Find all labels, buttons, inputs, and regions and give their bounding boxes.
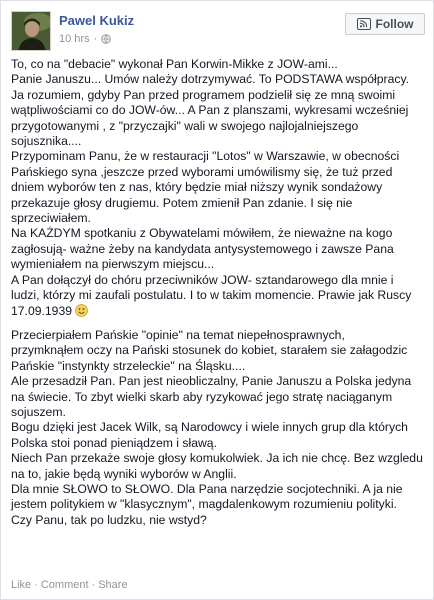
like-link[interactable]: Like: [11, 579, 32, 591]
post-paragraph-1: [11, 57, 425, 319]
post-text-line: Niech Pan przekaże swoje głosy komukolwiek. Ja ich nie chcę. Bez wzgledu: [11, 451, 423, 466]
post-text-line: dniem wyborów ten z nas, który będzie miał niższy wynik sondażowy: [11, 180, 383, 195]
globe-icon[interactable]: [101, 34, 111, 44]
post-text-line: na świecie. To zbyt wielki skarb aby ryzykować jego stratę naciąganym: [11, 389, 393, 404]
post-text-line: jestem politykiem w "klasycznym", magdalenkowym rozumieniu polityki.: [11, 497, 397, 512]
post-text-line: Bogu dzięki jest Jacek Wilk, są Narodowcy i wiele innych grup dla których: [11, 420, 408, 435]
post-actions: [11, 578, 128, 592]
follow-button-label: Follow: [375, 17, 414, 31]
post-text-line: przygotowanymi , z "przyczajki" wali w swojego najlojalniejszego: [11, 118, 359, 133]
avatar-photo-icon: [12, 12, 51, 51]
post-text-line: Pańskiego syna ,jeszcze przed wyborami umówilismy się, że tuż przed: [11, 164, 393, 179]
post-text-line: przekazuje głosy drugiemu. Potem zmienił Pan zdanie. I się nie: [11, 195, 353, 210]
post-text-line: przymknąłem oczy na Pański stosunek do kobiet, starałem sie załagodzic: [11, 343, 408, 358]
post-meta: [59, 32, 111, 46]
post-text-line: Pańskie "instynkty strzeleckie" na Śląsku....: [11, 358, 246, 373]
post-text-line: Na KAŻDYM spotkaniu z Obywatelami mówiłem, że nieważne na kogo: [11, 226, 393, 241]
meta-separator: ·: [93, 33, 98, 45]
post-timestamp-link[interactable]: 10 hrs: [59, 33, 90, 45]
post-text-line: wątpliwościami co do JOW-ów... A Pan z planszami, wykresami wcześniej: [11, 103, 409, 118]
post-text-line: To, co na "debacie" wykonał Pan Korwin-Mikke z JOW-ami...: [11, 57, 338, 71]
post-text-line: Czy Panu, tak po ludzku, nie wstyd?: [11, 512, 207, 527]
author-avatar[interactable]: [11, 11, 51, 51]
post-body: [11, 57, 425, 537]
post-text-line: ludzi, którzy mi zaufali postulatu. I to w takim momencie. Prawie jak Ruscy: [11, 288, 412, 303]
post-paragraph-2: [11, 328, 425, 528]
post-text-line: wymieniałem na pierwszym miejscu...: [11, 257, 215, 272]
post-text-line: Przecierpiałem Pańskie "opinie" na temat niepełnosprawnych,: [11, 327, 345, 342]
post-text-line: na to, jakie będą wyniki wyborów w Anglii.: [11, 466, 237, 481]
follow-button[interactable]: [345, 13, 425, 35]
post-header: [1, 1, 434, 57]
post-text-line: sojuszem.: [11, 404, 66, 419]
action-separator: ·: [34, 579, 38, 591]
comment-link[interactable]: Comment: [40, 579, 89, 591]
post-text-line: Panie Januszu... Umów należy dotrzymywać. To PODSTAWA współpracy.: [11, 72, 410, 87]
action-separator: ·: [91, 579, 96, 591]
post-text-line: Dla mnie SŁOWO to SŁOWO. Dla Pana narzędzie socjotechniki. A ja nie: [11, 481, 403, 496]
post-text-line: zagłosują- ważne żeby na kandydata antysystemowego i zawsze Pana: [11, 241, 394, 256]
post-text-line: 17.09.1939: [11, 304, 425, 319]
author-name-link[interactable]: Pawel Kukiz: [59, 13, 135, 28]
post-text-line: Ja rozumiem, gdyby Pan przed programem podzielił się ze mną swoimi: [11, 87, 396, 102]
post-text-line: Przypominam Panu, że w restauracji "Lotos" w Warszawie, w obecności: [11, 149, 400, 164]
smiley-icon: [75, 304, 88, 317]
post-text-line: Ale przesadził Pan. Pan jest nieobliczalny, Panie Januszu a Polska jedyna: [11, 374, 412, 389]
post-text-line: sprzeciwiałem.: [11, 211, 91, 226]
share-link[interactable]: Share: [98, 579, 128, 591]
post-text-line: sojusznika....: [11, 134, 82, 149]
post-text-line: A Pan dołączył do chóru przeciwników JOW- sztandarowego dla mnie i: [11, 272, 394, 287]
rss-icon: [357, 18, 371, 30]
post-text-line: Polska stoi ponad pieniądzem i sławą.: [11, 435, 217, 450]
